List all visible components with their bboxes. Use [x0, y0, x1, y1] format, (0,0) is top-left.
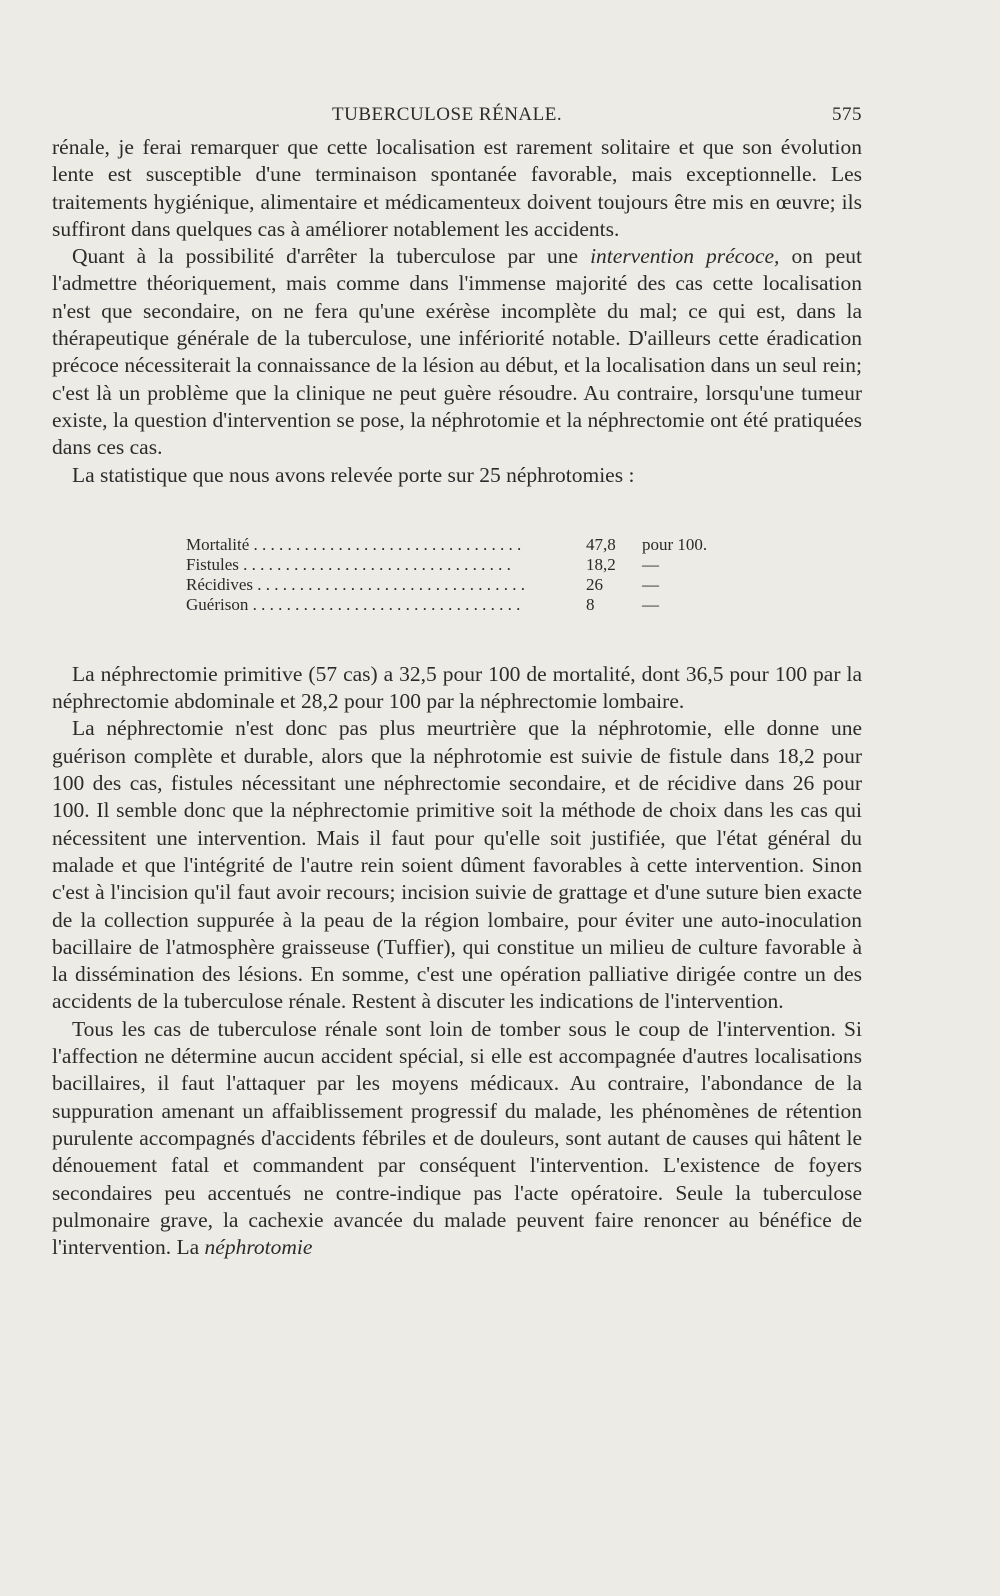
- paragraph-2-start: Quant à la possibilité d'arrêter la tuberculose par une: [72, 244, 591, 269]
- stat-value: 8: [586, 594, 595, 614]
- paragraph-2-end: on peut l'admettre théoriquement, mais comme dans l'immense majorité des cas cette localisation n'est que secondaire, on ne fera qu'une exérèse incomplète du mal; ce qui est, dans la thérapeutique générale de la tuberculose, une infériorité notable. D'ailleurs cette éradication précoce nécessiterait la connaissance de la lésion au début, et la localisation dans un seul rein; c'est là un problème que la clinique ne peut guère résoudre. Au contraire, lorsqu'une tumeur existe, la question d'intervention se pose, la néphrotomie et la néphrectomie ont été pratiquées dans ces cas.: [52, 244, 862, 460]
- stat-unit: pour 100.: [642, 534, 708, 554]
- paragraph-4: La néphrectomie primitive (57 cas) a 32,5 pour 100 de mortalité, dont 36,5 pour 100 par la néphrectomie abdominale et 28,2 pour 100 par la néphrectomie lombaire.: [52, 661, 862, 714]
- running-header: [52, 100, 862, 134]
- paragraph-6-italic: néphrotomie: [204, 1235, 313, 1260]
- paragraph-1: rénale, je ferai remarquer que cette localisation est rarement solitaire et que son évolution lente est susceptible d'une terminaison spontanée favorable, mais exceptionnelle. Les traitements hygiénique, alimentaire et médicamenteux doivent toujours être mis en œuvre; ils suffiront dans quelques cas à améliorer notablement les accidents.: [52, 135, 862, 241]
- stat-row-mortality: [186, 535, 862, 555]
- stat-label: Mortalité . . .: [186, 535, 586, 555]
- book-page: [52, 100, 862, 1261]
- stat-label: Fistules . . .: [186, 555, 586, 575]
- running-title: TUBERCULOSE RÉNALE.: [332, 104, 563, 125]
- paragraph-5: La néphrectomie n'est donc pas plus meurtrière que la néphrotomie, elle donne une guérison complète et durable, alors que la néphrotomie est suivie de fistule dans 18,2 pour 100 des cas, fistules nécessitant une néphrectomie secondaire, et de récidive dans 26 pour 100. Il semble donc que la néphrectomie primitive soit la méthode de choix dans les cas qui nécessitent une intervention. Mais il faut pour qu'elle soit justifiée, que l'état général du malade et que l'intégrité de l'autre rein soient dûment favorables à cette intervention. Sinon c'est à l'incision qu'il faut avoir recours; incision suivie de grattage et d'une suture bien exacte de la collection suppurée à la peau de la région lombaire, pour éviter une auto-inoculation bacillaire de l'atmosphère graisseuse (Tuffier), qui constitue un milieu de culture favorable à la dissémination des lésions. En somme, c'est une opération palliative dirigée contre un des accidents de la tuberculose rénale. Restent à discuter les indications de l'intervention.: [52, 716, 862, 1014]
- statistics-table: [186, 535, 862, 615]
- stat-label: Guérison . . .: [186, 595, 586, 615]
- page-number: 575: [832, 104, 862, 125]
- stat-label: Récidives . . .: [186, 575, 586, 595]
- paragraph-6: [52, 1016, 862, 1262]
- stat-value: 18,2: [586, 554, 616, 574]
- stat-unit: —: [642, 594, 659, 614]
- paragraph-2: [52, 243, 862, 461]
- paragraph-2-italic: intervention précoce,: [590, 244, 780, 269]
- paragraph-6-start: Tous les cas de tuberculose rénale sont loin de tomber sous le coup de l'intervention. Si l'affection ne détermine aucun accident spécial, si elle est accompagnée d'autres localisations bacillaires, il faut l'attaquer par les moyens médicaux. Au contraire, l'abondance de la suppuration amenant un affaiblissement progressif du malade, les phénomènes de rétention purulente accompagnés d'accidents fébriles et de douleurs, sont autant de causes qui hâtent le dénouement fatal et commandent par conséquent l'intervention. L'existence de foyers secondaires peu accentués ne contre-indique pas l'acte opératoire. Seule la tuberculose pulmonaire grave, la cachexie avancée du malade peuvent faire renoncer au bénéfice de l'intervention. La: [52, 1016, 862, 1260]
- stat-value: 26: [586, 574, 603, 594]
- stat-unit: —: [642, 554, 659, 574]
- stat-row-fistulas: [186, 555, 862, 575]
- paragraph-3: La statistique que nous avons relevée porte sur 25 néphrotomies :: [72, 462, 635, 487]
- stat-row-recovery: [186, 595, 862, 615]
- stat-value: 47,8: [586, 534, 616, 554]
- stat-row-recurrences: [186, 575, 862, 595]
- stat-unit: —: [642, 574, 659, 594]
